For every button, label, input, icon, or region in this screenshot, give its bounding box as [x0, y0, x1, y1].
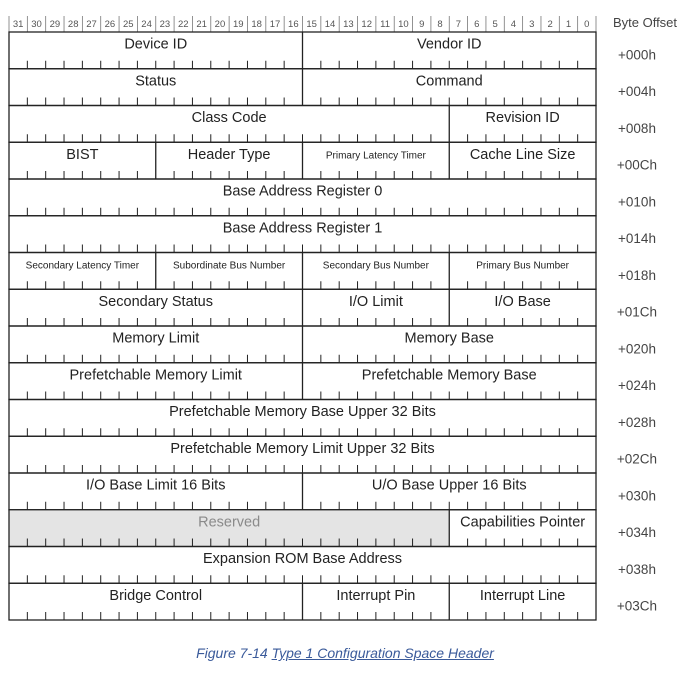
field-label: Class Code — [191, 110, 267, 126]
field-label: Prefetchable Memory Limit Upper 32 Bits — [170, 440, 435, 457]
field-label: Secondary Latency Timer — [25, 260, 140, 272]
field-label: Primary Bus Number — [476, 260, 570, 272]
byte-offset-label: +010h — [618, 194, 656, 210]
bit-number: 16 — [288, 19, 299, 30]
reserved-field-label: Reserved — [198, 514, 261, 531]
field-label: Interrupt Line — [479, 587, 566, 604]
byte-offset-label: +020h — [618, 341, 656, 357]
byte-offset-label: +024h — [618, 378, 656, 394]
byte-offset-label: +028h — [618, 414, 656, 430]
bit-number: 20 — [214, 19, 226, 30]
bit-number: 15 — [306, 19, 317, 30]
field-label: Secondary Bus Number — [322, 260, 429, 272]
field-label: Memory Base — [404, 330, 494, 347]
bit-number: 6 — [474, 19, 480, 30]
field-label: Subordinate Bus Number — [172, 260, 286, 272]
bit-number: 14 — [324, 19, 336, 30]
byte-offset-label: +008h — [618, 120, 656, 136]
bit-number: 23 — [159, 19, 171, 30]
field-label: Prefetchable Memory Base — [361, 367, 537, 384]
byte-offset-label: +01Ch — [616, 304, 658, 320]
bit-number: 1 — [565, 19, 572, 30]
bit-number: 8 — [437, 19, 443, 30]
bit-number: 28 — [67, 19, 79, 30]
bit-number: 0 — [584, 19, 590, 30]
byte-offset-label: +000h — [618, 47, 656, 63]
bit-number: 11 — [380, 19, 390, 30]
byte-offset-label: +02Ch — [616, 451, 658, 467]
bit-number: 5 — [492, 19, 498, 30]
field-label: Memory Limit — [112, 330, 200, 347]
bit-number: 29 — [49, 19, 61, 30]
bit-number: 24 — [141, 19, 152, 30]
bit-number: 26 — [104, 19, 116, 30]
bit-number: 4 — [510, 19, 517, 30]
field-label: I/O Base — [494, 293, 551, 310]
field-label: Device ID — [124, 36, 188, 53]
field-label: Base Address Register 0 — [222, 183, 383, 200]
bit-number: 30 — [31, 19, 42, 30]
field-label: Expansion ROM Base Address — [202, 551, 403, 567]
bit-number: 3 — [529, 19, 535, 30]
field-label: U/O Base Upper 16 Bits — [371, 477, 527, 494]
byte-offset-label: +00Ch — [616, 157, 658, 173]
bit-number: 12 — [361, 19, 372, 30]
bit-number: 19 — [233, 19, 244, 30]
bit-number: 9 — [419, 19, 425, 30]
field-label: Vendor ID — [417, 36, 482, 53]
field-label: Prefetchable Memory Limit — [69, 367, 242, 384]
field-label: Command — [415, 73, 483, 90]
byte-offset-header: Byte Offset — [612, 15, 678, 30]
field-label: Bridge Control — [109, 587, 203, 604]
field-label: Revision ID — [485, 110, 560, 126]
bit-number: 2 — [547, 19, 553, 30]
byte-offset-label: +034h — [618, 525, 656, 541]
bit-number: 25 — [122, 19, 134, 30]
byte-offset-label: +018h — [618, 267, 656, 283]
field-label: BIST — [66, 146, 99, 163]
bit-number: 31 — [12, 19, 24, 30]
bit-number: 17 — [269, 19, 281, 30]
figure-number: Figure 7-14 — [196, 645, 268, 661]
bit-number: 13 — [343, 19, 354, 30]
bit-number: 22 — [177, 19, 189, 30]
field-label: Base Address Register 1 — [222, 220, 383, 237]
field-label: Header Type — [187, 146, 271, 163]
bit-number: 18 — [251, 19, 262, 30]
field-label: Secondary Status — [98, 293, 213, 310]
bit-number: 21 — [196, 19, 207, 30]
byte-offset-label: +004h — [618, 84, 656, 100]
field-label: I/O Base Limit 16 Bits — [86, 477, 226, 494]
field-label: Primary Latency Timer — [325, 150, 426, 162]
byte-offset-label: +03Ch — [616, 598, 658, 614]
byte-offset-label: +014h — [618, 231, 656, 247]
byte-offset-label: +030h — [618, 488, 656, 504]
bit-number: 7 — [455, 19, 462, 30]
field-label: I/O Limit — [348, 293, 403, 310]
field-label: Status — [135, 73, 177, 90]
bit-number: 10 — [398, 19, 409, 30]
field-label: Interrupt Pin — [336, 587, 416, 604]
bit-number: 27 — [86, 19, 97, 30]
field-label: Capabilities Pointer — [460, 514, 586, 531]
byte-offset-label: +038h — [618, 561, 656, 577]
field-label: Cache Line Size — [469, 146, 576, 163]
field-label: Prefetchable Memory Base Upper 32 Bits — [169, 404, 436, 420]
figure-caption — [0, 645, 690, 661]
figure-title: Type 1 Configuration Space Header — [271, 645, 494, 661]
